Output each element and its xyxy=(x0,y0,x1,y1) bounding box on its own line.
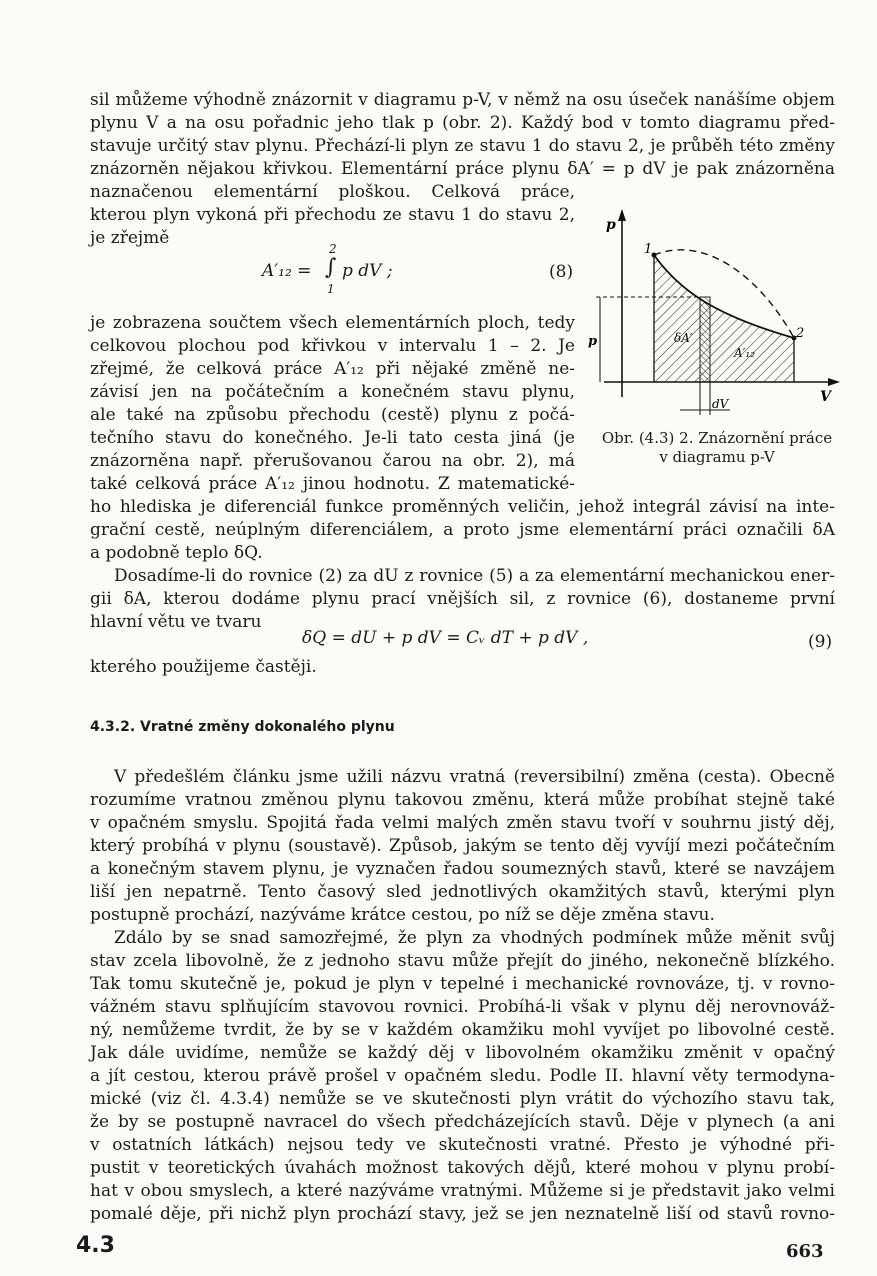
section-number: 4.3 xyxy=(76,1233,115,1258)
text-line: znázorněna např. přerušovanou čarou na obr. 2), má xyxy=(90,451,575,471)
text-line: rozumíme vratnou změnou plynu takovou změnu, která může probíhat stejně také xyxy=(90,790,835,810)
equation-9: δQ = dU + p dV = Cᵥ dT + p dV , xyxy=(302,628,589,648)
text-line: který probíhá v plynu (soustavě). Způsob, jakým se tento děj vyvíjí mezi počátečním xyxy=(90,836,835,856)
text-line: v opačném smyslu. Spojitá řada velmi malých změn stavu tvoří v souhrnu jistý děj, xyxy=(90,813,835,833)
equation-9-number: (9) xyxy=(808,632,833,652)
text-line: plynu V a na osu pořadnic jeho tlak p (obr. 2). Každý bod v tomto diagramu před- xyxy=(90,113,835,133)
dv-strip xyxy=(700,297,710,382)
p-axis-label: p xyxy=(606,217,616,233)
text-line: zřejmé, že celková práce A′₁₂ při nějaké změně ne- xyxy=(90,359,575,379)
page-number: 663 xyxy=(786,1241,824,1262)
point-1-label: 1 xyxy=(644,242,653,257)
elementary-work-label: δA′ xyxy=(674,331,693,345)
equation-8-lhs: A′₁₂ = xyxy=(262,261,312,281)
text-line: kterou plyn vykoná při přechodu ze stavu 1 do stavu 2, xyxy=(90,205,575,225)
p-axis-arrow xyxy=(618,209,626,221)
text-line: vážném stavu splňujícím stavovou rovnici. Probíhá-li však v plynu děj nerovnováž- xyxy=(90,997,835,1017)
text-line: je zřejmě xyxy=(90,228,170,248)
text-line: hat v obou smyslech, a které nazýváme vratnými. Můžeme si je představit jako velmi xyxy=(90,1181,835,1201)
text-line: že by se postupně navracel do všech předcházejících stavů. Děje v plynech (a ani xyxy=(90,1112,835,1132)
text-line: gii δA, kterou dodáme plynu prací vnějších sil, z rovnice (6), dostaneme první xyxy=(90,589,835,609)
text-line: ný, nemůžeme tvrdit, že by se v každém okamžiku mohl vyvíjet po libovolné cestě. xyxy=(90,1020,835,1040)
figure-caption: Obr. (4.3) 2. Znázornění práce v diagramu p-V xyxy=(601,429,833,466)
work-area xyxy=(654,255,794,382)
text-line: Dosadíme-li do rovnice (2) za dU z rovnice (5) a za elementární mechanickou ener- xyxy=(114,566,835,586)
text-line: pustit v teoretických úvahách možnost takových dějů, které mohou v plynu probí- xyxy=(90,1158,835,1178)
text-line: a podobně teplo δQ. xyxy=(90,543,263,563)
text-line: je zobrazena součtem všech elementárních ploch, tedy xyxy=(90,313,575,333)
text-line: ho hlediska je diferenciál funkce proměnných veličin, jehož integrál závisí na inte- xyxy=(90,497,835,517)
equation-8-rhs: p dV ; xyxy=(342,261,393,281)
equation-8-upper: 2 xyxy=(329,242,337,256)
total-work-label: A′₁₂ xyxy=(734,346,756,360)
pv-diagram xyxy=(584,205,844,425)
text-line: celkovou plochou pod křivkou v intervalu 1 – 2. Je xyxy=(90,336,575,356)
text-line: hlavní větu ve tvaru xyxy=(90,612,262,632)
section-heading: 4.3.2. Vratné změny dokonalého plynu xyxy=(90,719,395,735)
text-line: v ostatních látkách) nejsou tedy ve skutečnosti vratné. Přesto je výhodné při- xyxy=(90,1135,835,1155)
text-line: kterého použijeme častěji. xyxy=(90,657,317,677)
text-line: Tak tomu skutečně je, pokud je plyn v tepelné i mechanické rovnováze, tj. v rovno- xyxy=(90,974,835,994)
text-line: a jít cestou, kterou právě prošel v opačném sledu. Podle II. hlavní věty termodyna- xyxy=(90,1066,835,1086)
equation-8-lower: 1 xyxy=(327,282,335,296)
text-line: a konečným stavem plynu, je vyznačen řadou soumezných stavů, které se navzájem xyxy=(90,859,835,879)
equation-8-number: (8) xyxy=(549,262,574,282)
text-line: V předešlém článku jsme užili názvu vratná (reversibilní) změna (cesta). Obecně xyxy=(114,767,835,787)
text-line: tečního stavu do konečného. Je-li tato cesta jiná (je xyxy=(90,428,575,448)
text-line: sil můžeme výhodně znázornit v diagramu p-V, v němž na osu úseček nanášíme objem xyxy=(90,90,835,110)
text-line: závisí jen na počátečním a konečném stavu plynu, xyxy=(90,382,575,402)
text-line: pomalé děje, při nichž plyn prochází stavy, jež se jen neznatelně liší od stavů rovno- xyxy=(90,1204,835,1224)
text-line: mické (viz čl. 4.3.4) nemůže se ve skutečnosti plyn vrátit do výchozího stavu tak, xyxy=(90,1089,835,1109)
v-axis-label: V xyxy=(820,389,831,405)
text-line: stavuje určitý stav plynu. Přechází-li plyn ze stavu 1 do stavu 2, je průběh této změny xyxy=(90,136,835,156)
dv-label: dV xyxy=(712,397,729,411)
text-line: znázorněn nějakou křivkou. Elementární práce plynu δA′ = p dV je pak znázorněna xyxy=(90,159,835,179)
text-line: liší jen nepatrně. Tento časový sled jednotlivých okamžitých stavů, kterými plyn xyxy=(90,882,835,902)
text-line: postupně prochází, nazýváme krátce cestou, po níž se děje změna stavu. xyxy=(90,905,715,925)
text-line: grační cestě, neúplným diferenciálem, a proto jsme elementární práci označili δA xyxy=(90,520,835,540)
pressure-label: p xyxy=(588,334,598,349)
text-line: naznačenou elementární ploškou. Celková práce, xyxy=(90,182,575,202)
text-line: také celková práce A′₁₂ jinou hodnotu. Z matematické- xyxy=(90,474,575,494)
integral-sign: ∫ xyxy=(325,255,337,280)
text-line: Zdálo by se snad samozřejmé, že plyn za vhodných podmínek může měnit svůj xyxy=(114,928,835,948)
text-line: ale také na způsobu přechodu (cestě) plynu z počá- xyxy=(90,405,575,425)
text-line: Jak dále uvidíme, nemůže se každý děj v libovolném okamžiku změnit v opačný xyxy=(90,1043,835,1063)
point-2-label: 2 xyxy=(796,326,805,341)
v-axis-arrow xyxy=(828,378,840,386)
text-line: stav zcela libovolně, že z jednoho stavu může přejít do jiného, nekonečně blízkého. xyxy=(90,951,835,971)
